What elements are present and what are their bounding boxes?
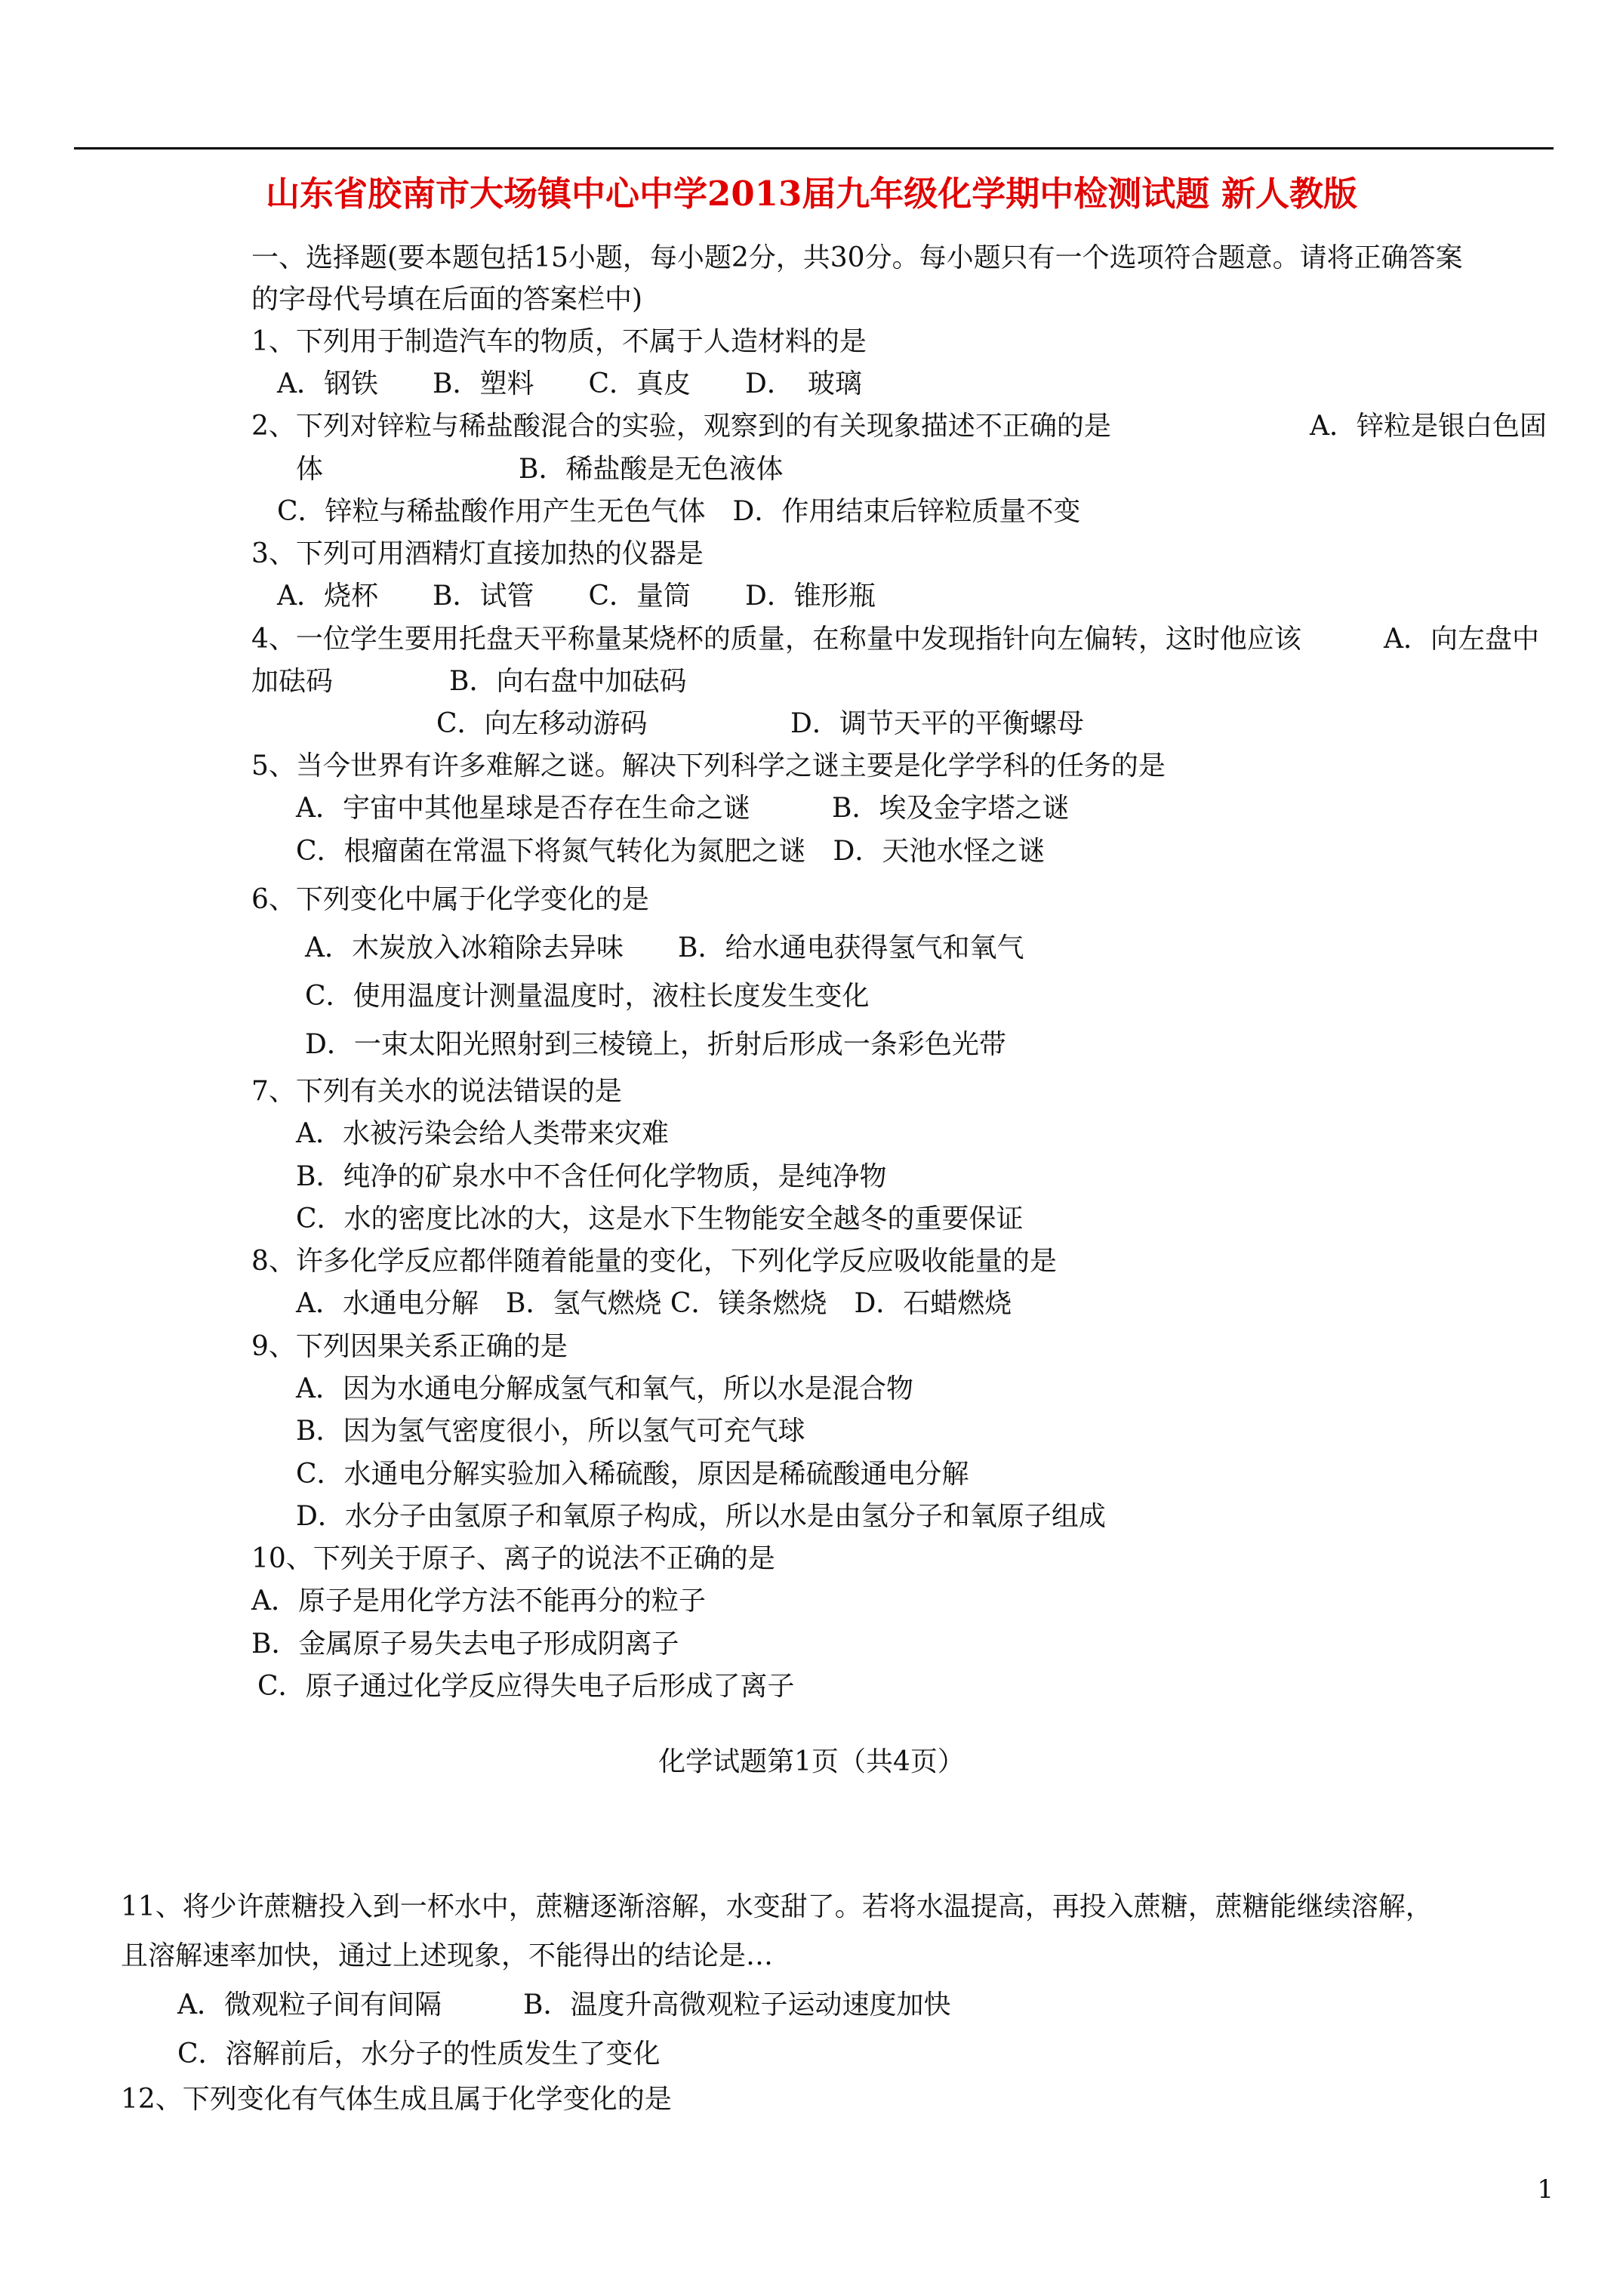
- question-4-option-a-cont: 加砝码: [251, 666, 334, 697]
- question-2-options-cd: C．锌粒与稀盐酸作用产生无色气体 D．作用结束后锌粒质量不变: [277, 496, 1081, 527]
- page-footer: 化学试题第1页（共4页）: [658, 1746, 965, 1777]
- question-7-option-c: C．水的密度比冰的大，这是水下生物能安全越冬的重要保证: [296, 1203, 1024, 1234]
- question-9-option-a: A．因为水通电分解成氢气和氧气，所以水是混合物: [296, 1373, 913, 1404]
- question-9-stem: 9、下列因果关系正确的是: [251, 1331, 568, 1362]
- question-11-stem: 11、将少许蔗糖投入到一杯水中，蔗糖逐渐溶解，水变甜了。若将水温提高，再投入蔗糖，蔗糖能继续溶解，: [121, 1891, 1433, 1922]
- question-10-option-b: B．金属原子易失去电子形成阴离子: [251, 1629, 679, 1660]
- question-4-option-a: A．向左盘中: [1384, 624, 1539, 655]
- question-8-stem: 8、许多化学反应都伴随着能量的变化，下列化学反应吸收能量的是: [251, 1246, 1057, 1277]
- question-6-option-c: C．使用温度计测量温度时，液柱长度发生变化: [305, 981, 870, 1012]
- section-intro: 的字母代号填在后面的答案栏中): [251, 284, 643, 315]
- question-5-stem: 5、当今世界有许多难解之谜。解决下列科学之谜主要是化学学科的任务的是: [251, 750, 1166, 781]
- question-1-stem: 1、下列用于制造汽车的物质，不属于人造材料的是: [251, 326, 867, 357]
- question-4-option-d: D．调节天平的平衡螺母: [790, 708, 1084, 739]
- question-6-stem: 6、下列变化中属于化学变化的是: [251, 884, 649, 915]
- page-number: 1: [1537, 2174, 1554, 2205]
- question-2-option-b: B．稀盐酸是无色液体: [519, 454, 784, 485]
- question-5-options-ab: A．宇宙中其他星球是否存在生命之谜 B．埃及金字塔之谜: [296, 793, 1070, 824]
- question-7-stem: 7、下列有关水的说法错误的是: [251, 1076, 622, 1107]
- document-title: 山东省胶南市大场镇中心中学2013届九年级化学期中检测试题 新人教版: [266, 174, 1357, 214]
- question-4-option-c: C．向左移动游码: [436, 708, 648, 739]
- question-4-option-b: B．向右盘中加砝码: [449, 666, 687, 697]
- header-rule: [74, 147, 1554, 149]
- question-10-option-a: A．原子是用化学方法不能再分的粒子: [251, 1586, 706, 1616]
- question-5-options-cd: C．根瘤菌在常温下将氮气转化为氮肥之谜 D．天池水怪之谜: [296, 836, 1046, 867]
- question-10-stem: 10、下列关于原子、离子的说法不正确的是: [251, 1543, 775, 1574]
- question-6-option-d: D．一束太阳光照射到三棱镜上，折射后形成一条彩色光带: [305, 1029, 1006, 1060]
- question-7-option-a: A．水被污染会给人类带来灾难: [296, 1118, 669, 1149]
- question-9-option-c: C．水通电分解实验加入稀硫酸，原因是稀硫酸通电分解: [296, 1459, 969, 1490]
- question-11-options-ab: A．微观粒子间有间隔 B．温度升高微观粒子运动速度加快: [177, 1989, 951, 2020]
- question-1-options: A．钢铁 B．塑料 C．真皮 D． 玻璃: [277, 368, 862, 399]
- question-9-option-d: D．水分子由氢原子和氧原子构成，所以水是由氢分子和氧原子组成: [296, 1501, 1106, 1532]
- question-7-option-b: B．纯净的矿泉水中不含任何化学物质，是纯净物: [296, 1161, 887, 1192]
- section-intro: 一、选择题(要本题包括15小题，每小题2分，共30分。每小题只有一个选项符合题意。请将正确答案: [251, 242, 1463, 273]
- question-3-stem: 3、下列可用酒精灯直接加热的仪器是: [251, 538, 704, 569]
- question-6-options-ab: A．木炭放入冰箱除去异味 B．给水通电获得氢气和氧气: [305, 932, 1024, 963]
- question-2-option-a: A．锌粒是银白色固: [1310, 411, 1547, 442]
- question-8-options: A．水通电分解 B．氢气燃烧 C．镁条燃烧 D．石蜡燃烧: [296, 1288, 1012, 1319]
- question-2-option-a-cont: 体: [296, 454, 324, 485]
- question-11-stem-cont: 且溶解速率加快，通过上述现象，不能得出的结论是…: [121, 1940, 774, 1971]
- question-2-stem: 2、下列对锌粒与稀盐酸混合的实验，观察到的有关现象描述不正确的是: [251, 411, 1111, 442]
- question-3-options: A．烧杯 B．试管 C．量筒 D．锥形瓶: [277, 581, 876, 612]
- question-10-option-c: C．原子通过化学反应得失电子后形成了离子: [257, 1671, 795, 1702]
- question-12-stem: 12、下列变化有气体生成且属于化学变化的是: [121, 2084, 672, 2115]
- question-4-stem: 4、一位学生要用托盘天平称量某烧杯的质量，在称量中发现指针向左偏转，这时他应该: [251, 624, 1301, 655]
- question-9-option-b: B．因为氢气密度很小，所以氢气可充气球: [296, 1416, 805, 1447]
- question-11-option-c: C．溶解前后，水分子的性质发生了变化: [177, 2039, 661, 2069]
